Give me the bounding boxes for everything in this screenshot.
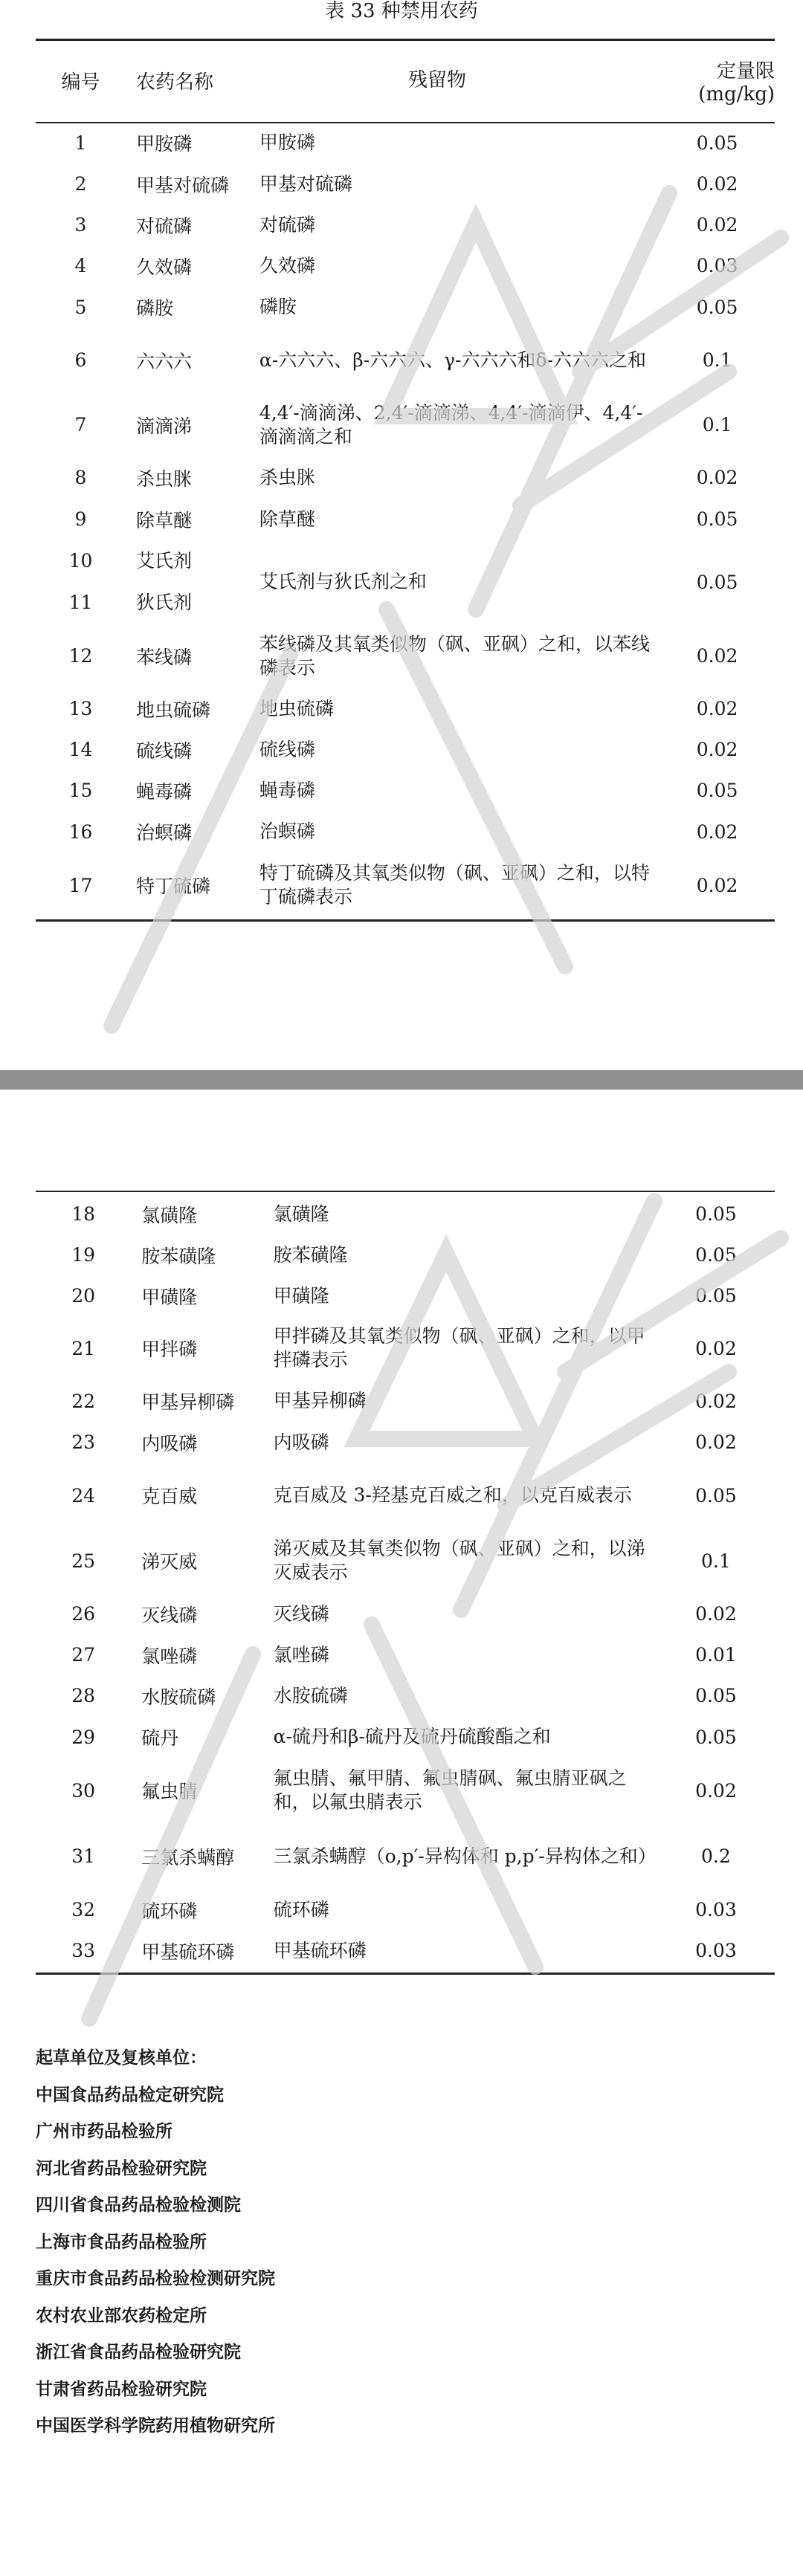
- row-no: 10: [68, 550, 93, 572]
- row-residue: 甲基异柳磷: [273, 1390, 367, 1411]
- row-no: 20: [71, 1285, 96, 1307]
- row-limit: 0.02: [695, 1779, 737, 1802]
- row-name: 胺苯磺隆: [141, 1245, 216, 1267]
- drafting-unit: 四川省食品药品检验检测院: [36, 2195, 241, 2215]
- row-residue: 氯磺隆: [273, 1203, 329, 1225]
- drafting-unit: 浙江省食品药品检验研究院: [36, 2343, 241, 2362]
- row-residue: 4,4′-滴滴涕、2,4′-滴滴涕、4,4′-滴滴伊、4,4′-滴滴滴之和: [259, 401, 643, 447]
- row-limit: 0.05: [696, 296, 738, 318]
- row-no: 24: [71, 1484, 96, 1507]
- row-no: 18: [71, 1203, 96, 1225]
- row-name: 硫丹: [141, 1727, 179, 1749]
- row-residue: 三氯杀螨醇（o,p′-异构体和 p,p′-异构体之和）: [273, 1845, 657, 1867]
- row-limit: 0.05: [695, 1244, 737, 1266]
- row-no: 31: [71, 1845, 96, 1867]
- row-limit: 0.05: [696, 571, 738, 593]
- row-name: 苯线磷: [136, 646, 193, 668]
- row-limit: 0.02: [695, 1337, 737, 1359]
- row-no: 12: [68, 645, 93, 667]
- row-residue: 氟虫腈、氟甲腈、氟虫腈砜、氟虫腈亚砜之和，以氟虫腈表示: [273, 1767, 627, 1813]
- row-no: 23: [71, 1431, 96, 1453]
- row-no: 21: [71, 1337, 96, 1359]
- table-top-rule: [36, 1191, 775, 1192]
- row-no: 15: [68, 780, 93, 801]
- row-limit: 0.03: [696, 255, 738, 276]
- row-limit: 0.02: [696, 645, 738, 667]
- row-limit: 0.1: [702, 414, 732, 436]
- row-residue: 硫环磷: [273, 1898, 329, 1920]
- table-row: [36, 1930, 775, 1971]
- table-row: [36, 457, 775, 498]
- row-limit: 0.02: [696, 698, 738, 719]
- row-no: 30: [71, 1779, 96, 1802]
- row-no: 7: [74, 414, 87, 436]
- table-row: [36, 1823, 775, 1889]
- row-no: 2: [74, 173, 87, 195]
- drafting-unit: 农村农业部农药检定所: [36, 2305, 207, 2326]
- header-limit: 定量限(mg/kg): [698, 59, 775, 106]
- table-row: [36, 1634, 775, 1675]
- row-no: 6: [74, 349, 87, 371]
- row-limit: 0.02: [696, 173, 738, 195]
- row-residue: 硫线磷: [259, 738, 315, 760]
- row-name: 水胺硫磷: [141, 1686, 216, 1708]
- row-limit: 0.05: [695, 1726, 737, 1748]
- row-limit: 0.03: [695, 1940, 737, 1961]
- row-residue: 水胺硫磷: [273, 1684, 348, 1706]
- table-row: [36, 852, 775, 918]
- table-row: [36, 1422, 775, 1463]
- drafting-unit: 甘肃省药品检验研究院: [36, 2379, 207, 2399]
- table-row: [36, 1758, 775, 1823]
- row-name: 氯磺隆: [141, 1204, 198, 1226]
- table-row: [36, 770, 775, 811]
- row-limit: 0.05: [696, 780, 738, 801]
- row-limit: 0.05: [695, 1685, 737, 1706]
- row-residue: 地虫硫磷: [259, 697, 334, 719]
- row-no: 9: [74, 508, 87, 530]
- table-bottom-rule: [36, 919, 775, 922]
- row-residue: 蝇毒磷: [259, 779, 315, 801]
- row-residue: α-六六六、β-六六六、γ-六六六和δ-六六六之和: [259, 349, 646, 371]
- row-name: 甲磺隆: [141, 1286, 198, 1308]
- row-limit: 0.2: [701, 1845, 731, 1867]
- row-residue: 甲基硫环磷: [273, 1939, 367, 1961]
- table-row: [36, 1593, 775, 1634]
- row-limit: 0.03: [695, 1899, 737, 1920]
- row-residue: 苯线磷及其氧类似物（砜、亚砜）之和，以苯线磷表示: [259, 632, 650, 679]
- table-row: [36, 286, 775, 328]
- pesticide-table-part-1: [36, 39, 775, 918]
- row-name: 杀虫脒: [136, 467, 193, 490]
- row-no: 8: [74, 467, 87, 488]
- row-name: 治螟磷: [136, 822, 193, 844]
- row-residue: 对硫磷: [259, 213, 315, 236]
- row-name: 甲拌磷: [141, 1339, 198, 1360]
- row-no: 28: [71, 1685, 96, 1706]
- row-limit: 0.02: [695, 1390, 737, 1412]
- row-limit: 0.02: [696, 739, 738, 760]
- drafting-unit: 上海市食品药品检验所: [36, 2232, 207, 2252]
- row-no: 22: [71, 1390, 96, 1412]
- row-name: 蝇毒磷: [136, 780, 193, 803]
- row-name: 三氯杀螨醇: [141, 1846, 235, 1868]
- table-row: [36, 1716, 775, 1758]
- row-name: 氟虫腈: [141, 1781, 198, 1802]
- row-no: 4: [74, 255, 87, 276]
- table-caption: 表 33 种禁用农药: [325, 0, 478, 22]
- row-limit: 0.02: [695, 1431, 737, 1453]
- row-name: 内吸磷: [141, 1432, 198, 1454]
- drafting-unit: 广州市药品检验所: [36, 2122, 172, 2141]
- pesticide-table-part-2: [36, 1194, 775, 1971]
- drafting-units-heading: 起草单位及复核单位：: [36, 2048, 207, 2068]
- row-name: 滴滴涕: [136, 415, 193, 437]
- row-residue: 灭线磷: [273, 1602, 329, 1625]
- table-row: [36, 1234, 775, 1275]
- row-limit: 0.1: [702, 349, 732, 371]
- header-no: 编号: [61, 71, 100, 94]
- row-no: 5: [74, 296, 87, 318]
- row-name: 氯唑磷: [141, 1645, 198, 1667]
- table-row: [36, 729, 775, 770]
- table-row: [36, 1380, 775, 1422]
- row-no: 29: [71, 1726, 96, 1748]
- row-residue: 内吸磷: [273, 1431, 329, 1453]
- table-row: [36, 1675, 775, 1716]
- table-header-row: [36, 39, 775, 122]
- row-name: 六六六: [136, 350, 193, 372]
- row-limit: 0.02: [696, 214, 738, 236]
- row-name: 艾氏剂: [136, 550, 193, 572]
- row-residue: 除草醚: [259, 508, 315, 530]
- row-no: 16: [68, 821, 93, 843]
- row-name: 硫环磷: [141, 1900, 198, 1922]
- row-name: 涕灭威: [141, 1551, 198, 1573]
- page-separator: [0, 1070, 803, 1090]
- row-no: 27: [71, 1644, 96, 1666]
- row-limit: 0.02: [696, 467, 738, 488]
- row-residue: 甲基对硫磷: [259, 172, 352, 195]
- row-limit: 0.05: [696, 132, 738, 154]
- row-residue: 治螟磷: [259, 821, 315, 842]
- row-limit: 0.05: [696, 508, 738, 530]
- row-no: 11: [68, 592, 93, 613]
- table-row: [36, 1889, 775, 1930]
- table-row: [36, 1316, 775, 1380]
- row-name: 克百威: [141, 1486, 198, 1507]
- row-no: 3: [74, 214, 87, 236]
- header-name: 农药名称: [136, 71, 214, 94]
- row-no: 19: [71, 1244, 96, 1266]
- row-residue: 杀虫脒: [259, 466, 315, 488]
- row-residue: α-硫丹和β-硫丹及硫丹硫酸酯之和: [273, 1726, 551, 1747]
- row-name: 甲基对硫磷: [136, 174, 230, 196]
- row-residue: 艾氏剂与狄氏剂之和: [259, 571, 427, 592]
- row-residue: 甲拌磷及其氧类似物（砜、亚砜）之和，以甲拌磷表示: [273, 1325, 645, 1370]
- row-name: 磷胺: [136, 297, 174, 319]
- row-name: 特丁硫磷: [136, 876, 211, 897]
- row-limit: 0.02: [696, 821, 738, 843]
- row-no: 1: [74, 132, 87, 154]
- row-limit: 0.05: [695, 1285, 737, 1307]
- table-row: [36, 164, 775, 204]
- row-no: 25: [71, 1550, 96, 1572]
- row-residue: 胺苯磺隆: [273, 1243, 348, 1266]
- table-row: [36, 1275, 775, 1316]
- table-row: [36, 540, 775, 624]
- row-name: 灭线磷: [141, 1604, 198, 1626]
- row-residue: 特丁硫磷及其氧类似物（砜、亚砜）之和，以特丁硫磷表示: [259, 862, 650, 907]
- row-residue: 久效磷: [259, 254, 315, 276]
- table-bottom-rule: [36, 1973, 775, 1975]
- drafting-units: [36, 2040, 275, 2436]
- row-no: 33: [71, 1940, 96, 1961]
- table-row: [36, 688, 775, 729]
- row-name: 甲基硫环磷: [141, 1941, 235, 1963]
- table-row: [36, 498, 775, 540]
- row-limit: 0.01: [695, 1644, 737, 1666]
- drafting-unit: 重庆市食品药品检验检测研究院: [36, 2269, 275, 2288]
- row-name: 甲胺磷: [136, 133, 193, 155]
- table-row: [36, 392, 775, 457]
- table-row: [36, 245, 775, 286]
- table-row: [36, 328, 775, 392]
- table-row: [36, 1528, 775, 1593]
- row-residue: 甲磺隆: [273, 1284, 329, 1307]
- row-residue: 磷胺: [259, 296, 297, 317]
- row-name: 地虫硫磷: [136, 699, 211, 721]
- row-residue: 甲胺磷: [259, 132, 315, 153]
- row-name: 硫线磷: [136, 740, 193, 762]
- drafting-unit: 河北省药品检验研究院: [36, 2158, 207, 2178]
- table-row: [36, 1194, 775, 1234]
- drafting-unit: 中国食品药品检定研究院: [36, 2085, 224, 2105]
- row-name: 除草醚: [136, 509, 193, 531]
- row-residue: 涕灭威及其氧类似物（砜、亚砜）之和，以涕灭威表示: [273, 1538, 645, 1583]
- row-no: 13: [68, 698, 93, 719]
- row-limit: 0.05: [695, 1484, 737, 1507]
- row-residue: 氯唑磷: [273, 1643, 329, 1666]
- row-no: 17: [68, 874, 93, 896]
- row-name: 狄氏剂: [136, 592, 193, 613]
- row-limit: 0.05: [695, 1203, 737, 1225]
- table-row: [36, 1463, 775, 1528]
- row-name: 甲基异柳磷: [141, 1391, 235, 1413]
- header-residue: 残留物: [408, 69, 467, 91]
- table-row: [36, 811, 775, 852]
- row-no: 32: [71, 1899, 96, 1920]
- table-row: [36, 204, 775, 245]
- row-no: 26: [71, 1603, 96, 1625]
- row-limit: 0.02: [695, 1603, 737, 1625]
- drafting-unit: 中国医学科学院药用植物研究所: [36, 2416, 275, 2436]
- document-page-1: [0, 0, 803, 1070]
- row-limit: 0.02: [696, 874, 738, 896]
- row-name: 对硫磷: [136, 215, 193, 237]
- row-limit: 0.1: [701, 1550, 731, 1572]
- table-row: [36, 122, 775, 164]
- row-name: 久效磷: [136, 256, 193, 278]
- table-row: [36, 624, 775, 688]
- row-no: 14: [68, 739, 93, 760]
- row-residue: 克百威及 3-羟基克百威之和，以克百威表示: [273, 1484, 632, 1506]
